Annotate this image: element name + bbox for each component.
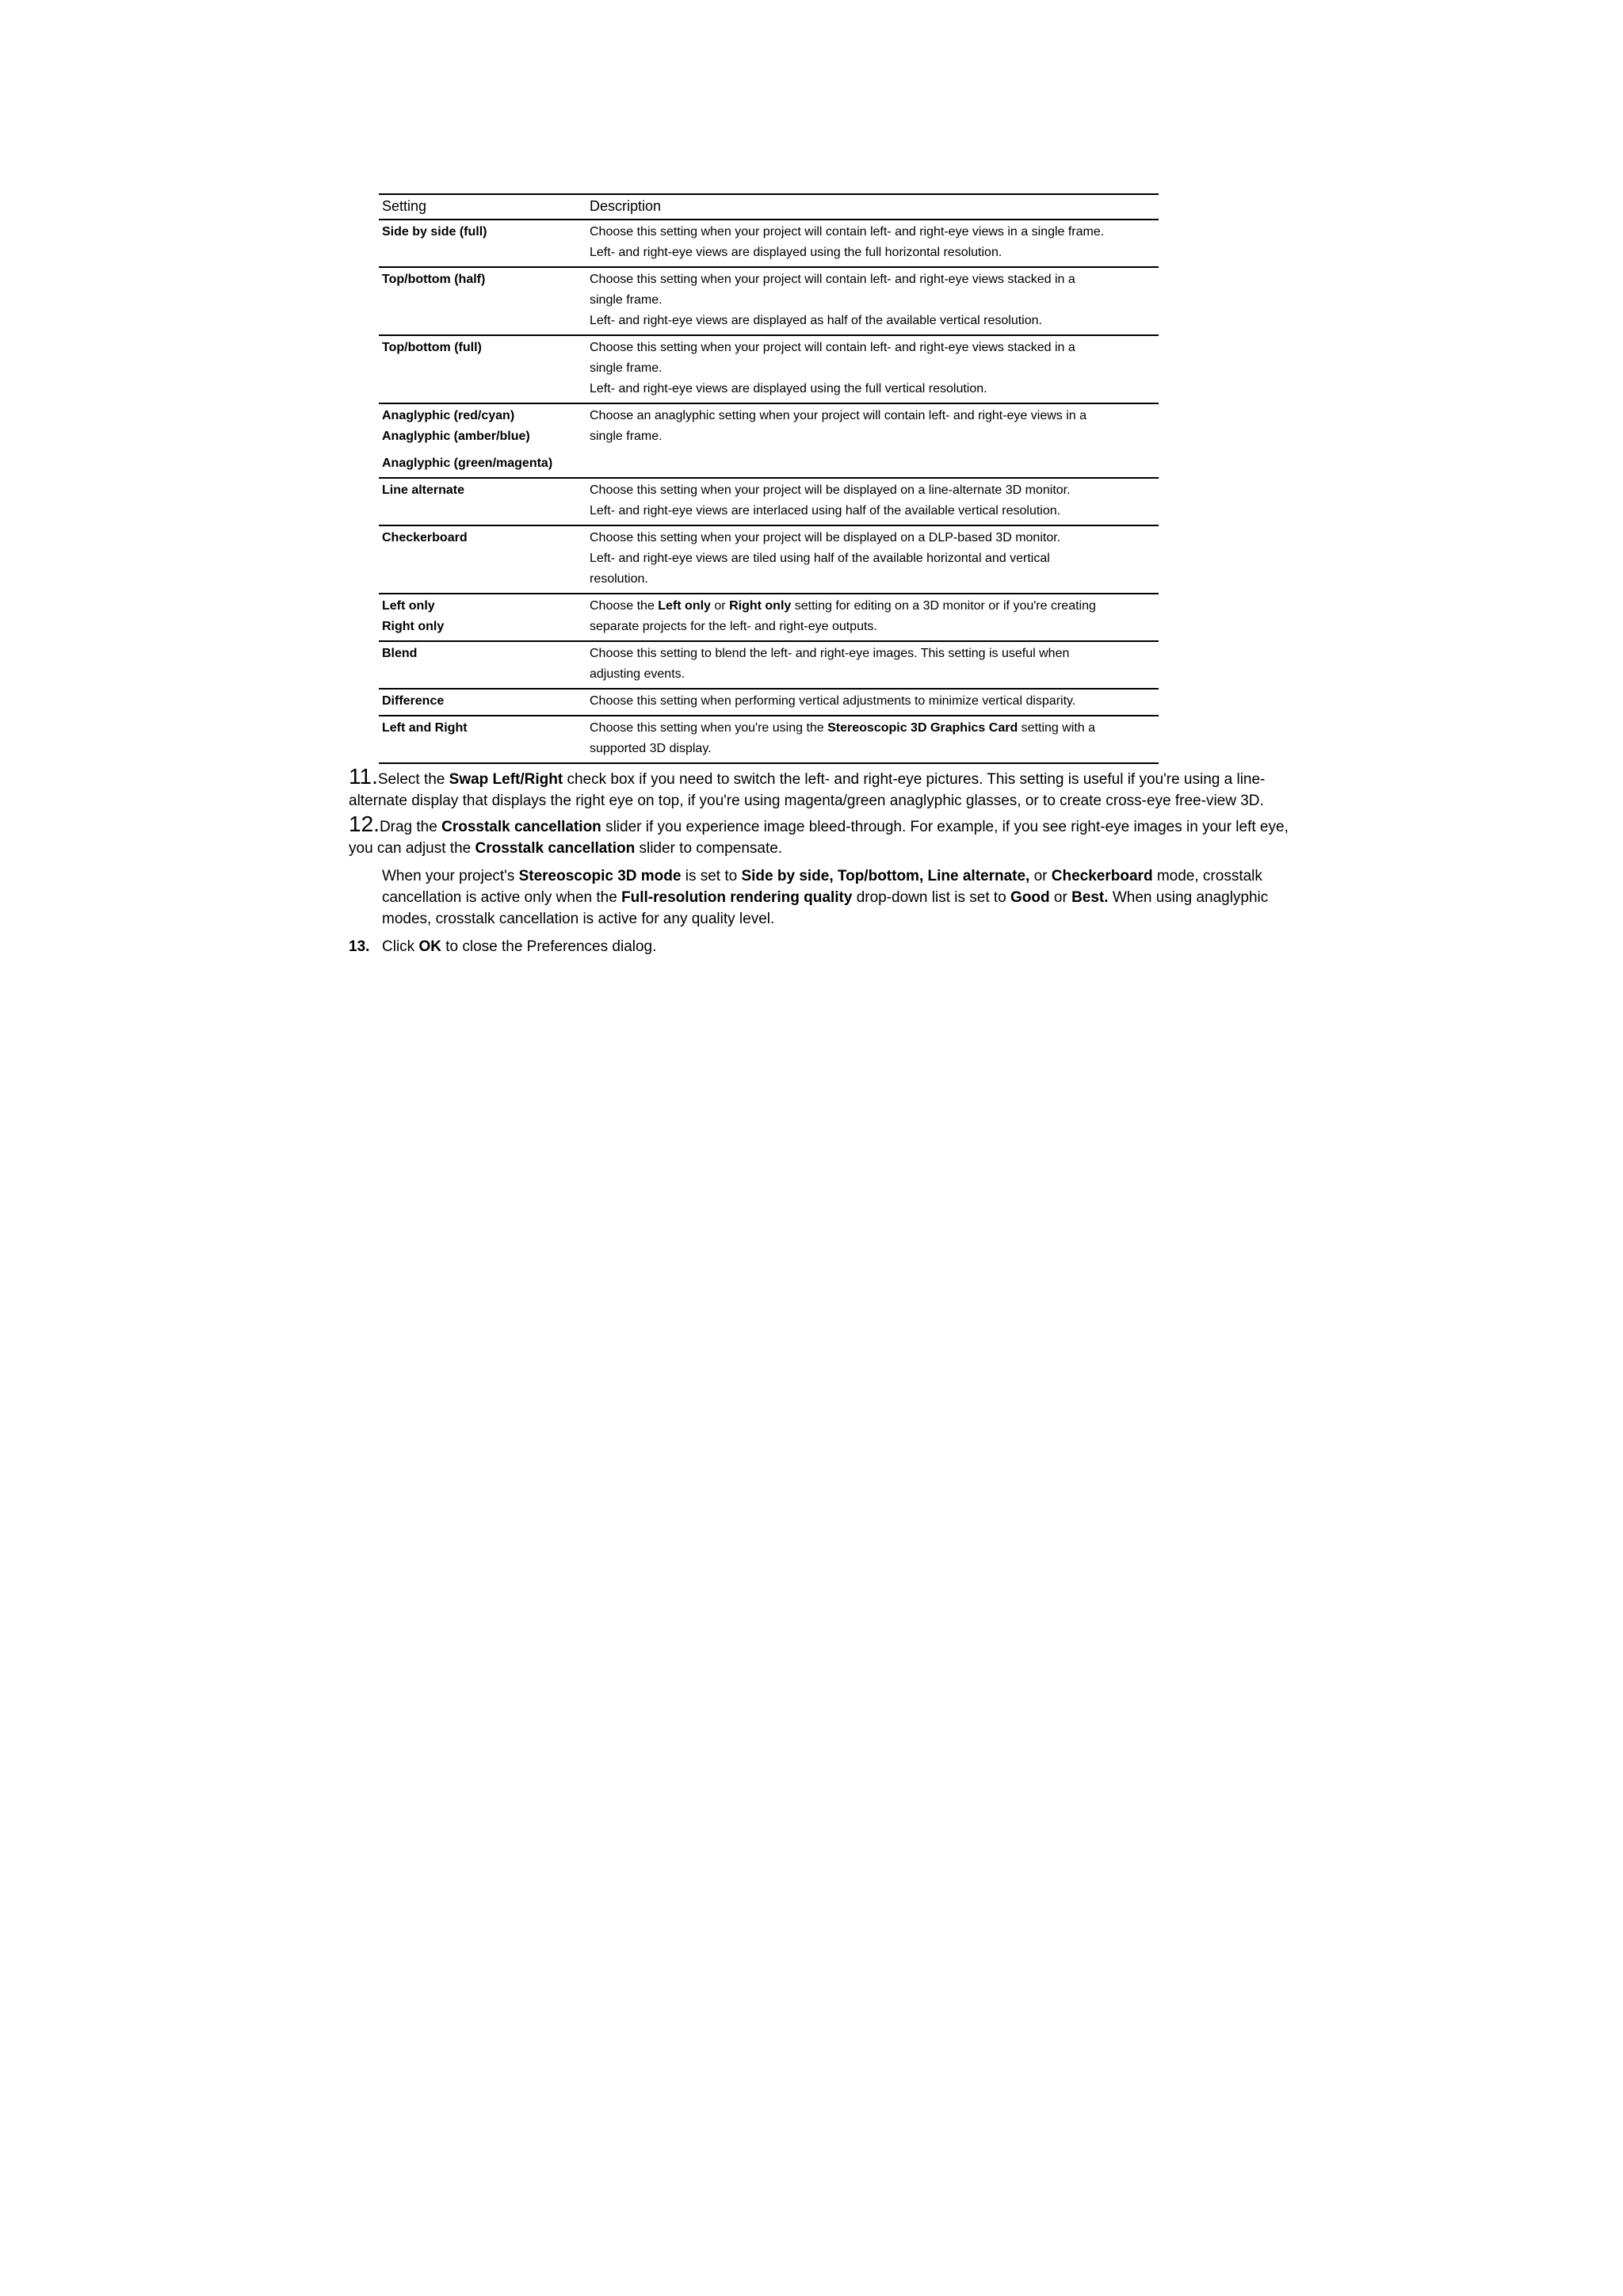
setting-description-cell: [586, 478, 1159, 525]
setting-name: Line alternate: [382, 483, 465, 497]
description-paragraph: [590, 644, 1106, 685]
text-run: to close the Preferences dialog.: [441, 938, 657, 955]
setting-name: Checkerboard: [382, 531, 468, 544]
description-paragraph: [590, 691, 1106, 712]
description-paragraph: [590, 718, 1106, 759]
text-run: Choose this setting when your project will be displayed on a line-alternate 3D monitor.: [590, 483, 1071, 497]
setting-description-cell: [586, 220, 1159, 267]
table-body: [379, 220, 1159, 763]
text-run: When your project's: [382, 868, 519, 884]
table-row: [379, 594, 1159, 641]
setting-name-cell: [379, 641, 586, 689]
description-paragraph: [590, 243, 1106, 263]
text-run: mode, crosstalk cancellation is active only when the: [382, 868, 1262, 906]
text-run: Choose an anaglyphic setting when your project will contain left- and right-eye views in a single frame.: [590, 409, 1087, 443]
text-run: Drag the: [379, 819, 442, 835]
header-setting: Setting: [379, 194, 586, 220]
bold-term: Swap Left/Right: [449, 771, 563, 788]
step-text: [349, 771, 1265, 809]
text-run: or: [1049, 889, 1072, 906]
bold-term: Stereoscopic 3D mode: [518, 868, 682, 884]
text-run: drop-down list is set to: [852, 889, 1011, 906]
setting-description-cell: [586, 335, 1159, 403]
setting-name: Anaglyphic (green/magenta): [382, 457, 553, 470]
setting-name-cell: [379, 525, 586, 594]
step-13: [349, 936, 1292, 957]
bold-term: Full-resolution rendering quality: [621, 889, 853, 906]
text-run: When using anaglyphic modes, crosstalk cancellation is active for any quality level.: [382, 889, 1269, 927]
table-row: [379, 478, 1159, 525]
header-description: Description: [586, 194, 1159, 220]
step-number: 11.: [349, 764, 378, 789]
setting-name: Side by side (full): [382, 225, 487, 239]
text-run: Left- and right-eye views are displayed as half of the available vertical resolution.: [590, 314, 1042, 327]
bold-term: Stereoscopic 3D Graphics Card: [827, 721, 1018, 735]
setting-name-cell: [379, 403, 586, 478]
bold-term: Checkerboard: [1051, 868, 1153, 884]
bold-term: Side by side, Top/bottom, Line alternate,: [741, 868, 1030, 884]
setting-description-cell: [586, 267, 1159, 335]
description-paragraph: [590, 269, 1106, 311]
text-run: or: [710, 599, 730, 613]
setting-name-cell: [379, 267, 586, 335]
description-paragraph: [590, 311, 1106, 331]
table-row: [379, 403, 1159, 478]
table-row: [379, 716, 1159, 763]
text-run: Left- and right-eye views are interlaced using half of the available vertical resolution.: [590, 504, 1061, 518]
text-run: setting for editing on a 3D monitor or if you're creating separate projects for the left- and right-eye outputs.: [590, 599, 1096, 633]
setting-name: Blend: [382, 647, 418, 660]
description-paragraph: [590, 596, 1106, 637]
step-11: [349, 766, 1292, 812]
description-paragraph: [590, 379, 1106, 399]
stereoscopic-mode-table: [379, 193, 1159, 764]
setting-description-cell: [586, 403, 1159, 478]
text-run: Choose this setting when your project will contain left- and right-eye views in a single frame.: [590, 225, 1105, 239]
setting-name: Anaglyphic (red/cyan): [382, 409, 515, 422]
setting-name: Right only: [382, 620, 445, 633]
document-page: [349, 193, 1292, 957]
bold-term: Right only: [729, 599, 792, 613]
bold-term: Best.: [1071, 889, 1109, 906]
setting-name-cell: [379, 716, 586, 763]
description-paragraph: [590, 528, 1106, 548]
table-row: [379, 641, 1159, 689]
text-run: Left- and right-eye views are displayed using the full vertical resolution.: [590, 382, 987, 395]
setting-description-cell: [586, 689, 1159, 716]
note-text: [382, 868, 1268, 927]
bold-term: Good: [1010, 889, 1050, 906]
setting-name-cell: [379, 689, 586, 716]
text-run: setting with a supported 3D display.: [590, 721, 1096, 755]
description-paragraph: [590, 406, 1106, 447]
setting-description-cell: [586, 716, 1159, 763]
setting-name-cell: [379, 478, 586, 525]
text-run: or: [1029, 868, 1052, 884]
description-paragraph: [590, 501, 1106, 521]
text-run: Choose this setting when you're using the: [590, 721, 828, 735]
setting-name: Left and Right: [382, 721, 468, 735]
text-run: is set to: [681, 868, 742, 884]
setting-description-cell: [586, 525, 1159, 594]
setting-name: Difference: [382, 694, 445, 708]
text-run: Left- and right-eye views are displayed using the full horizontal resolution.: [590, 246, 1002, 259]
step-12-note: [382, 865, 1292, 930]
description-paragraph: [590, 548, 1106, 590]
setting-name: Anaglyphic (amber/blue): [382, 430, 530, 443]
text-run: Left- and right-eye views are tiled using half of the available horizontal and vertical resolution.: [590, 552, 1050, 586]
text-run: slider if you experience image bleed-through. For example, if you see right-eye images in your left eye, you can adjust the: [349, 819, 1289, 857]
table-row: [379, 689, 1159, 716]
description-paragraph: [590, 480, 1106, 501]
bold-term: Crosstalk cancellation: [441, 819, 601, 835]
text-run: Choose this setting when your project will contain left- and right-eye views stacked in a single frame.: [590, 273, 1075, 307]
setting-description-cell: [586, 594, 1159, 641]
text-run: Choose this setting when performing vertical adjustments to minimize vertical disparity.: [590, 694, 1076, 708]
table-row: [379, 267, 1159, 335]
description-paragraph: [590, 338, 1106, 379]
step-number: 12.: [349, 812, 380, 836]
step-text: [382, 938, 656, 955]
bold-term: Crosstalk cancellation: [475, 840, 636, 857]
description-paragraph: [590, 222, 1106, 243]
text-run: Click: [382, 938, 419, 955]
table-row: [379, 220, 1159, 267]
text-run: check box if you need to switch the left- and right-eye pictures. This setting is useful if you're using a line-alternate display that displays the right eye on top, if you're using magenta/green anaglyphic glasses, or to create cross-eye free-view 3D.: [349, 771, 1266, 809]
text-run: Choose this setting when your project will contain left- and right-eye views stacked in a single frame.: [590, 341, 1075, 375]
text-run: Choose this setting when your project will be displayed on a DLP-based 3D monitor.: [590, 531, 1061, 544]
setting-name-cell: [379, 335, 586, 403]
table-header-row: [379, 194, 1159, 220]
setting-name-cell: [379, 594, 586, 641]
bold-term: OK: [418, 938, 441, 955]
setting-name: Left only: [382, 599, 435, 613]
text-run: Choose this setting to blend the left- and right-eye images. This setting is useful when adjusting events.: [590, 647, 1070, 681]
text-run: slider to compensate.: [635, 840, 783, 857]
setting-name-cell: [379, 220, 586, 267]
setting-description-cell: [586, 641, 1159, 689]
step-text: [349, 819, 1289, 857]
text-run: Choose the: [590, 599, 659, 613]
step-12: [349, 813, 1292, 859]
bold-term: Left only: [658, 599, 711, 613]
table-row: [379, 335, 1159, 403]
table-row: [379, 525, 1159, 594]
step-number: 13.: [349, 938, 370, 955]
setting-name: Top/bottom (full): [382, 341, 482, 354]
setting-name: Top/bottom (half): [382, 273, 486, 286]
text-run: Select the: [377, 771, 449, 788]
